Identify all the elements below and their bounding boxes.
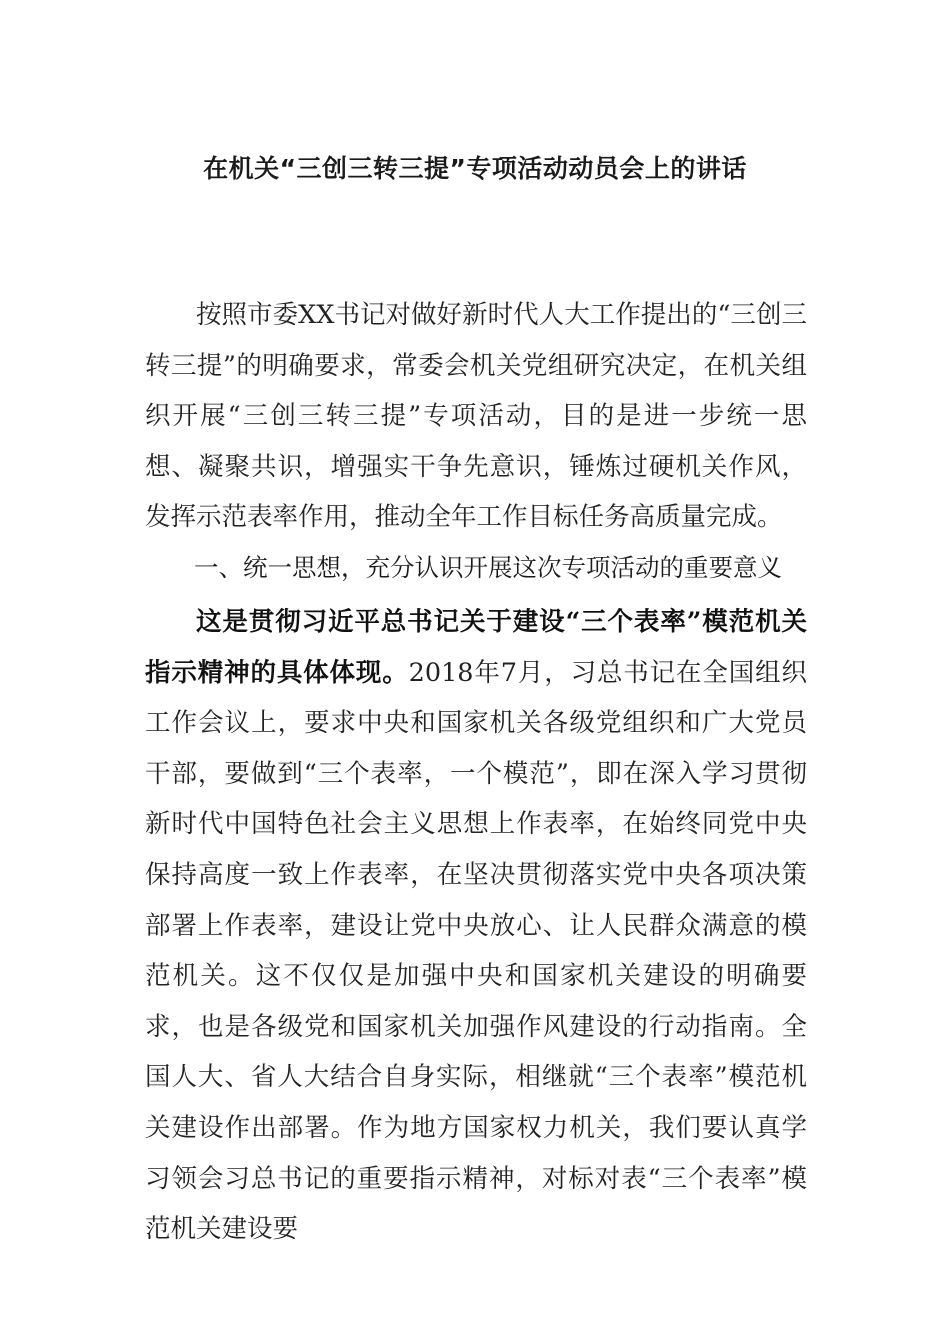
paragraph-body-text: 2018年7月，习总书记在全国组织工作会议上，要求中央和国家机关各级党组织和广大党员干部，要做到“三个表率，一个模范”，即在深入学习贯彻新时代中国特色社会主义思想上作表率，在始终同党中央保持高度一致上作表率，在坚决贯彻落实党中央各项决策部署上作表率，建设让党中央放心、让人民群众满意的模范机关。这不仅仅是加强中央和国家机关建设的明确要求，也是各级党和国家机关加强作风建设的行动指南。全国人大、省人大结合自身实际，相继就“三个表率”模范机关建设作出部署。作为地方国家权力机关，我们要认真学习领会习总书记的重要指示精神，对标对表“三个表率”模范机关建设要 <box>145 657 807 1245</box>
section-1-paragraph <box>145 597 807 1255</box>
section-heading-1: 一、统一思想，充分认识开展这次专项活动的重要意义 <box>194 553 782 582</box>
paragraph-lead-sentence: 这是贯彻习近平总书记关于建设“三个表率”模范机关指示精神的具体体现。 <box>145 607 807 688</box>
document-title: 在机关“三创三转三提”专项活动动员会上的讲话 <box>203 153 747 183</box>
intro-paragraph: 按照市委XX书记对做好新时代人大工作提出的“三创三转三提”的明确要求，常委会机关党组研究决定，在机关组织开展“三创三转三提”专项活动，目的是进一步统一思想、凝聚共识，增强实干争先意识，锤炼过硬机关作风，发挥示范表率作用，推动全年工作目标任务高质量完成。 <box>145 300 807 533</box>
